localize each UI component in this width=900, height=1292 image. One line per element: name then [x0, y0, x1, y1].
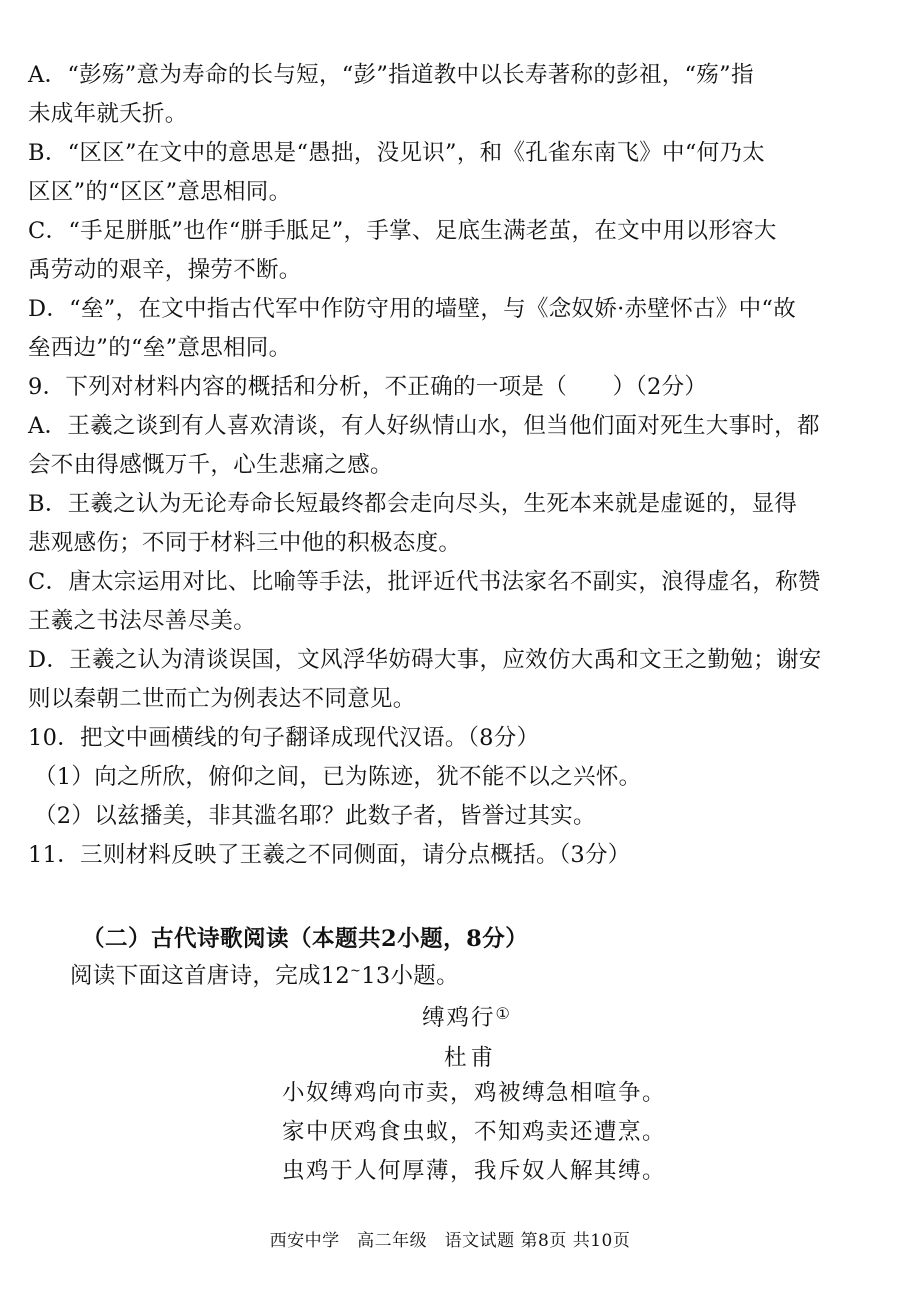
instruction-text: 阅读下面这首唐诗，完成12	[70, 963, 351, 989]
poem-body	[282, 1074, 666, 1191]
section-instruction	[70, 958, 459, 990]
text-line: 悲观感伤；不同于材料三中他的积极态度。	[28, 530, 462, 556]
poem-line: 小奴缚鸡向市卖，鸡被缚急相喧争。	[282, 1080, 667, 1106]
poem-title-text: 缚鸡行	[422, 1005, 496, 1031]
text-line: C．“手足胼胝”也作“胼手胝足”，手掌、足底生满老茧，在文中用以形容大	[28, 218, 777, 244]
text-line: B．王羲之认为无论寿命长短最终都会走向尽头，生死本来就是虚诞的，显得	[28, 491, 798, 517]
text-line: C．唐太宗运用对比、比喻等手法，批评近代书法家名不副实，浪得虚名，称赞	[28, 569, 821, 595]
translation-item-1: （1）向之所欣，俯仰之间，已为陈迹，犹不能不以之兴怀。	[34, 764, 642, 790]
text-line: 会不由得感慨万千，心生悲痛之感。	[28, 452, 393, 478]
instruction-text-end: 13小题。	[361, 963, 459, 989]
question-9-stem: 9．下列对材料内容的概括和分析，不正确的一项是（ ）（2分）	[28, 374, 708, 400]
text-line: B．“区区”在文中的意思是“愚拙，没见识”，和《孔雀东南飞》中“何乃太	[28, 140, 766, 166]
translation-item-2: （2）以兹播美，非其滥名耶？此数子者，皆誉过其实。	[34, 803, 596, 829]
section-title: （二）古代诗歌阅读（本题共2小题，8分）	[82, 926, 529, 952]
footnote-marker: ①	[495, 1004, 512, 1023]
text-line: 未成年就夭折。	[28, 101, 188, 127]
text-line: 禹劳动的艰辛，操劳不断。	[28, 257, 302, 283]
text-line: 垒西边”的“垒”意思相同。	[28, 335, 292, 361]
text-line: A．王羲之谈到有人喜欢清谈，有人好纵情山水，但当他们面对死生大事时，都	[28, 413, 820, 439]
page-footer: 西安中学 高二年级 语文试题 第8页 共10页	[269, 1231, 631, 1251]
question-text-block	[28, 56, 874, 875]
poem-line: 家中厌鸡食虫蚁，不知鸡卖还遭烹。	[282, 1119, 667, 1145]
text-line: D．“垒”，在文中指古代军中作防守用的墙壁，与《念奴娇·赤壁怀古》中“故	[28, 296, 797, 322]
poem-title	[422, 1000, 512, 1032]
poem-author: 杜甫	[444, 1045, 498, 1071]
text-line: A．“彭殇”意为寿命的长与短，“彭”指道教中以长寿著称的彭祖，“殇”指	[28, 62, 754, 88]
text-line: 则以秦朝二世而亡为例表达不同意见。	[28, 686, 416, 712]
question-11-stem: 11．三则材料反映了王羲之不同侧面，请分点概括。（3分）	[28, 842, 631, 868]
text-line: D．王羲之认为清谈误国，文风浮华妨碍大事，应效仿大禹和文王之勤勉；谢安	[28, 647, 822, 673]
text-line: 区区”的“区区”意思相同。	[28, 179, 292, 205]
question-10-stem: 10．把文中画横线的句子翻译成现代汉语。（8分）	[28, 725, 540, 751]
instruction-tilde: ~	[350, 963, 362, 979]
text-line: 王羲之书法尽善尽美。	[28, 608, 257, 634]
poem-line: 虫鸡于人何厚薄，我斥奴人解其缚。	[282, 1158, 667, 1184]
